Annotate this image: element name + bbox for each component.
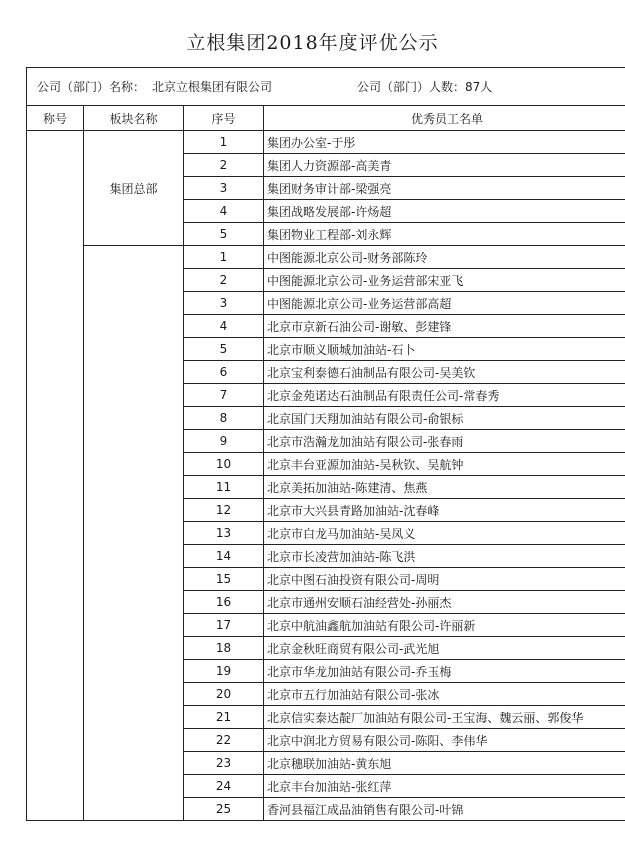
employee-name-cell: 北京市京新石油公司-谢敏、彭建锋 bbox=[264, 315, 625, 338]
company-info-row bbox=[27, 68, 625, 106]
seq-cell: 5 bbox=[184, 338, 264, 361]
employee-name-cell: 北京穗联加油站-黄东旭 bbox=[264, 752, 625, 775]
employee-name-cell: 北京市顺义顺城加油站-石卜 bbox=[264, 338, 625, 361]
seq-cell: 22 bbox=[184, 729, 264, 752]
header-title: 称号 bbox=[27, 106, 84, 131]
seq-cell: 13 bbox=[184, 522, 264, 545]
employee-name-cell: 中图能源北京公司-业务运营部宋亚飞 bbox=[264, 269, 625, 292]
seq-cell: 3 bbox=[184, 177, 264, 200]
employee-name-cell: 北京金苑诺达石油制品有限责任公司-常春秀 bbox=[264, 384, 625, 407]
employee-name-cell: 北京金秋旺商贸有限公司-武光旭 bbox=[264, 637, 625, 660]
seq-cell: 2 bbox=[184, 269, 264, 292]
document-title: 立根集团2018年度评优公示 bbox=[186, 32, 439, 54]
seq-cell: 23 bbox=[184, 752, 264, 775]
seq-cell: 19 bbox=[184, 660, 264, 683]
employee-name-cell: 北京中航油鑫航加油站有限公司-许丽新 bbox=[264, 614, 625, 637]
seq-cell: 8 bbox=[184, 407, 264, 430]
seq-cell: 16 bbox=[184, 591, 264, 614]
employee-name-cell: 北京市五行加油站有限公司-张冰 bbox=[264, 683, 625, 706]
employee-name-cell: 北京市浩瀚龙加油站有限公司-张春雨 bbox=[264, 430, 625, 453]
employee-name-cell: 中图能源北京公司-业务运营部高超 bbox=[264, 292, 625, 315]
employee-name-cell: 北京市华龙加油站有限公司-乔玉梅 bbox=[264, 660, 625, 683]
seq-cell: 25 bbox=[184, 798, 264, 821]
seq-cell: 4 bbox=[184, 200, 264, 223]
seq-cell: 7 bbox=[184, 384, 264, 407]
employee-name-cell: 北京市大兴县青路加油站-沈春峰 bbox=[264, 499, 625, 522]
seq-cell: 14 bbox=[184, 545, 264, 568]
seq-cell: 20 bbox=[184, 683, 264, 706]
employee-name-cell: 集团物业工程部-刘永辉 bbox=[264, 223, 625, 246]
seq-cell: 1 bbox=[184, 246, 264, 269]
employee-name-cell: 集团财务审计部-梁强亮 bbox=[264, 177, 625, 200]
header-row bbox=[27, 106, 625, 131]
header-seq: 序号 bbox=[184, 106, 264, 131]
employee-name-cell: 北京丰台加油站-张红萍 bbox=[264, 775, 625, 798]
seq-cell: 18 bbox=[184, 637, 264, 660]
header-block: 板块名称 bbox=[84, 106, 184, 131]
seq-cell: 3 bbox=[184, 292, 264, 315]
employee-name-cell: 集团人力资源部-高美青 bbox=[264, 154, 625, 177]
seq-cell: 9 bbox=[184, 430, 264, 453]
employee-name-cell: 中图能源北京公司-财务部陈玲 bbox=[264, 246, 625, 269]
block-name-cell: 集团总部 bbox=[84, 131, 184, 246]
seq-cell: 5 bbox=[184, 223, 264, 246]
company-info-cell bbox=[27, 68, 625, 106]
table-row bbox=[27, 246, 625, 269]
employee-name-cell: 香河县福江成品油销售有限公司-叶锦 bbox=[264, 798, 625, 821]
employee-name-cell: 北京宝利泰德石油制品有限公司-吴美钦 bbox=[264, 361, 625, 384]
employee-name-cell: 北京信实泰达靛厂加油站有限公司-王宝海、魏云丽、郭俊华 bbox=[264, 706, 625, 729]
seq-cell: 21 bbox=[184, 706, 264, 729]
seq-cell: 6 bbox=[184, 361, 264, 384]
seq-cell: 4 bbox=[184, 315, 264, 338]
seq-cell: 17 bbox=[184, 614, 264, 637]
employee-count: 公司（部门）人数：87人 bbox=[357, 80, 493, 94]
employee-name-cell: 集团战略发展部-许炀超 bbox=[264, 200, 625, 223]
employee-name-cell: 北京国门天翔加油站有限公司-俞银标 bbox=[264, 407, 625, 430]
employee-name-cell: 北京丰台亚源加油站-吴秋钦、吴航钟 bbox=[264, 453, 625, 476]
employee-name-cell: 北京中图石油投资有限公司-周明 bbox=[264, 568, 625, 591]
employee-name-cell: 北京市白龙马加油站-吴凤义 bbox=[264, 522, 625, 545]
table-row bbox=[27, 131, 625, 154]
block-name-cell bbox=[84, 246, 184, 821]
seq-cell: 1 bbox=[184, 131, 264, 154]
company-label: 公司（部门）名称： bbox=[37, 80, 146, 94]
seq-cell: 11 bbox=[184, 476, 264, 499]
seq-cell: 2 bbox=[184, 154, 264, 177]
award-table bbox=[26, 67, 625, 821]
employee-name-cell: 北京市长凌营加油站-陈飞洪 bbox=[264, 545, 625, 568]
company-name: 北京立根集团有限公司 bbox=[152, 80, 273, 94]
employee-name-cell: 北京中润北方贸易有限公司-陈阳、李伟华 bbox=[264, 729, 625, 752]
employee-name-cell: 北京市通州安顺石油经营处-孙丽杰 bbox=[264, 591, 625, 614]
award-title-cell bbox=[27, 131, 84, 821]
seq-cell: 15 bbox=[184, 568, 264, 591]
seq-cell: 10 bbox=[184, 453, 264, 476]
header-names: 优秀员工名单 bbox=[264, 106, 625, 131]
seq-cell: 24 bbox=[184, 775, 264, 798]
award-table-body bbox=[27, 68, 625, 821]
employee-name-cell: 集团办公室-于彤 bbox=[264, 131, 625, 154]
employee-name-cell: 北京美拓加油站-陈建清、焦燕 bbox=[264, 476, 625, 499]
seq-cell: 12 bbox=[184, 499, 264, 522]
